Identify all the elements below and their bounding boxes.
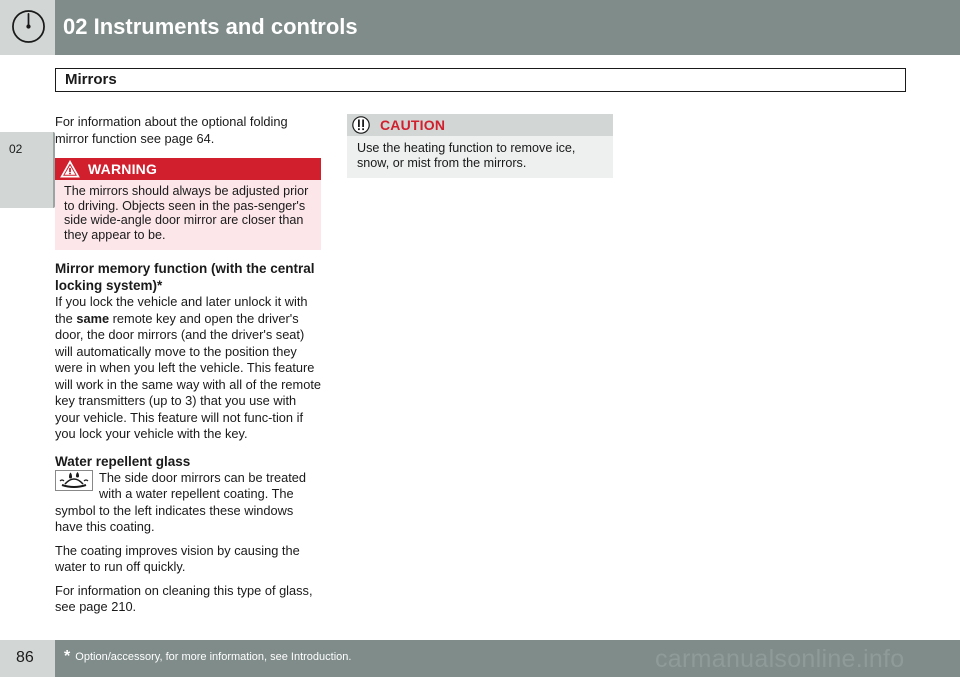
chapter-title: 02 Instruments and controls: [63, 14, 358, 39]
footer-bar: [0, 640, 960, 677]
gauge-icon: [11, 9, 46, 44]
footnote-text: Option/accessory, for more information, see Introduction.: [75, 651, 352, 663]
caution-label: CAUTION: [380, 117, 446, 133]
footnote-star: *: [64, 648, 71, 665]
warning-text: The mirrors should always be adjusted prior to driving. Objects seen in the pas-senger's side wide-angle door mirror are closer than they appear to be.: [64, 184, 309, 242]
warning-header: [55, 158, 321, 180]
chapter-side-tab-label: 02: [9, 142, 23, 156]
section-title-box: [55, 68, 906, 92]
caution-header: [347, 114, 613, 136]
intro-paragraph: For information about the optional folding mirror function see page 64.: [55, 114, 288, 146]
warning-triangle-icon: [60, 159, 80, 179]
memory-paragraph: [55, 294, 321, 443]
memory-text-pre: If you lock the vehicle and later unlock it with the: [55, 294, 308, 326]
caution-box: [347, 114, 613, 178]
water-repellent-glass-icon: [55, 470, 93, 491]
water-paragraph-1b: symbol to the left indicates these windows have this coating.: [55, 502, 294, 534]
memory-text-post: remote key and open the driver's door, the door mirrors (and the driver's seat) will automatically move to the position they were in when you left the vehicle. This feature will work in the same way with all of the remote key transmitters (up to 3) that you use with your vehicle. This feature will not func-tion if you lock your vehicle with the key.: [55, 310, 321, 441]
section-title: Mirrors: [65, 71, 117, 88]
water-repellent-block: [55, 470, 321, 536]
water-paragraph-1a: The side door mirrors can be treated with a water repellent coating. The: [99, 469, 306, 501]
footnote: [64, 649, 351, 665]
warning-label: WARNING: [88, 161, 158, 177]
page-number-box: [0, 640, 55, 677]
caution-text: Use the heating function to remove ice, snow, or mist from the mirrors.: [357, 141, 576, 170]
header-icon-box: [0, 0, 55, 55]
water-paragraph-3: For information on cleaning this type of glass, see page 210.: [55, 582, 313, 614]
chapter-side-tab: [0, 132, 55, 208]
memory-text-bold: same: [76, 310, 110, 326]
warning-box: [55, 158, 321, 250]
page-number: 86: [16, 649, 34, 666]
water-heading: Water repellent glass: [55, 453, 191, 469]
content-column-left: [55, 114, 321, 616]
caution-exclamation-icon: [352, 116, 370, 134]
header-bar: [0, 0, 960, 55]
watermark: carmanualsonline.info: [655, 645, 905, 673]
water-paragraph-2: The coating improves vision by causing the water to run off quickly.: [55, 542, 300, 574]
memory-heading: Mirror memory function (with the central locking system)*: [55, 261, 315, 293]
